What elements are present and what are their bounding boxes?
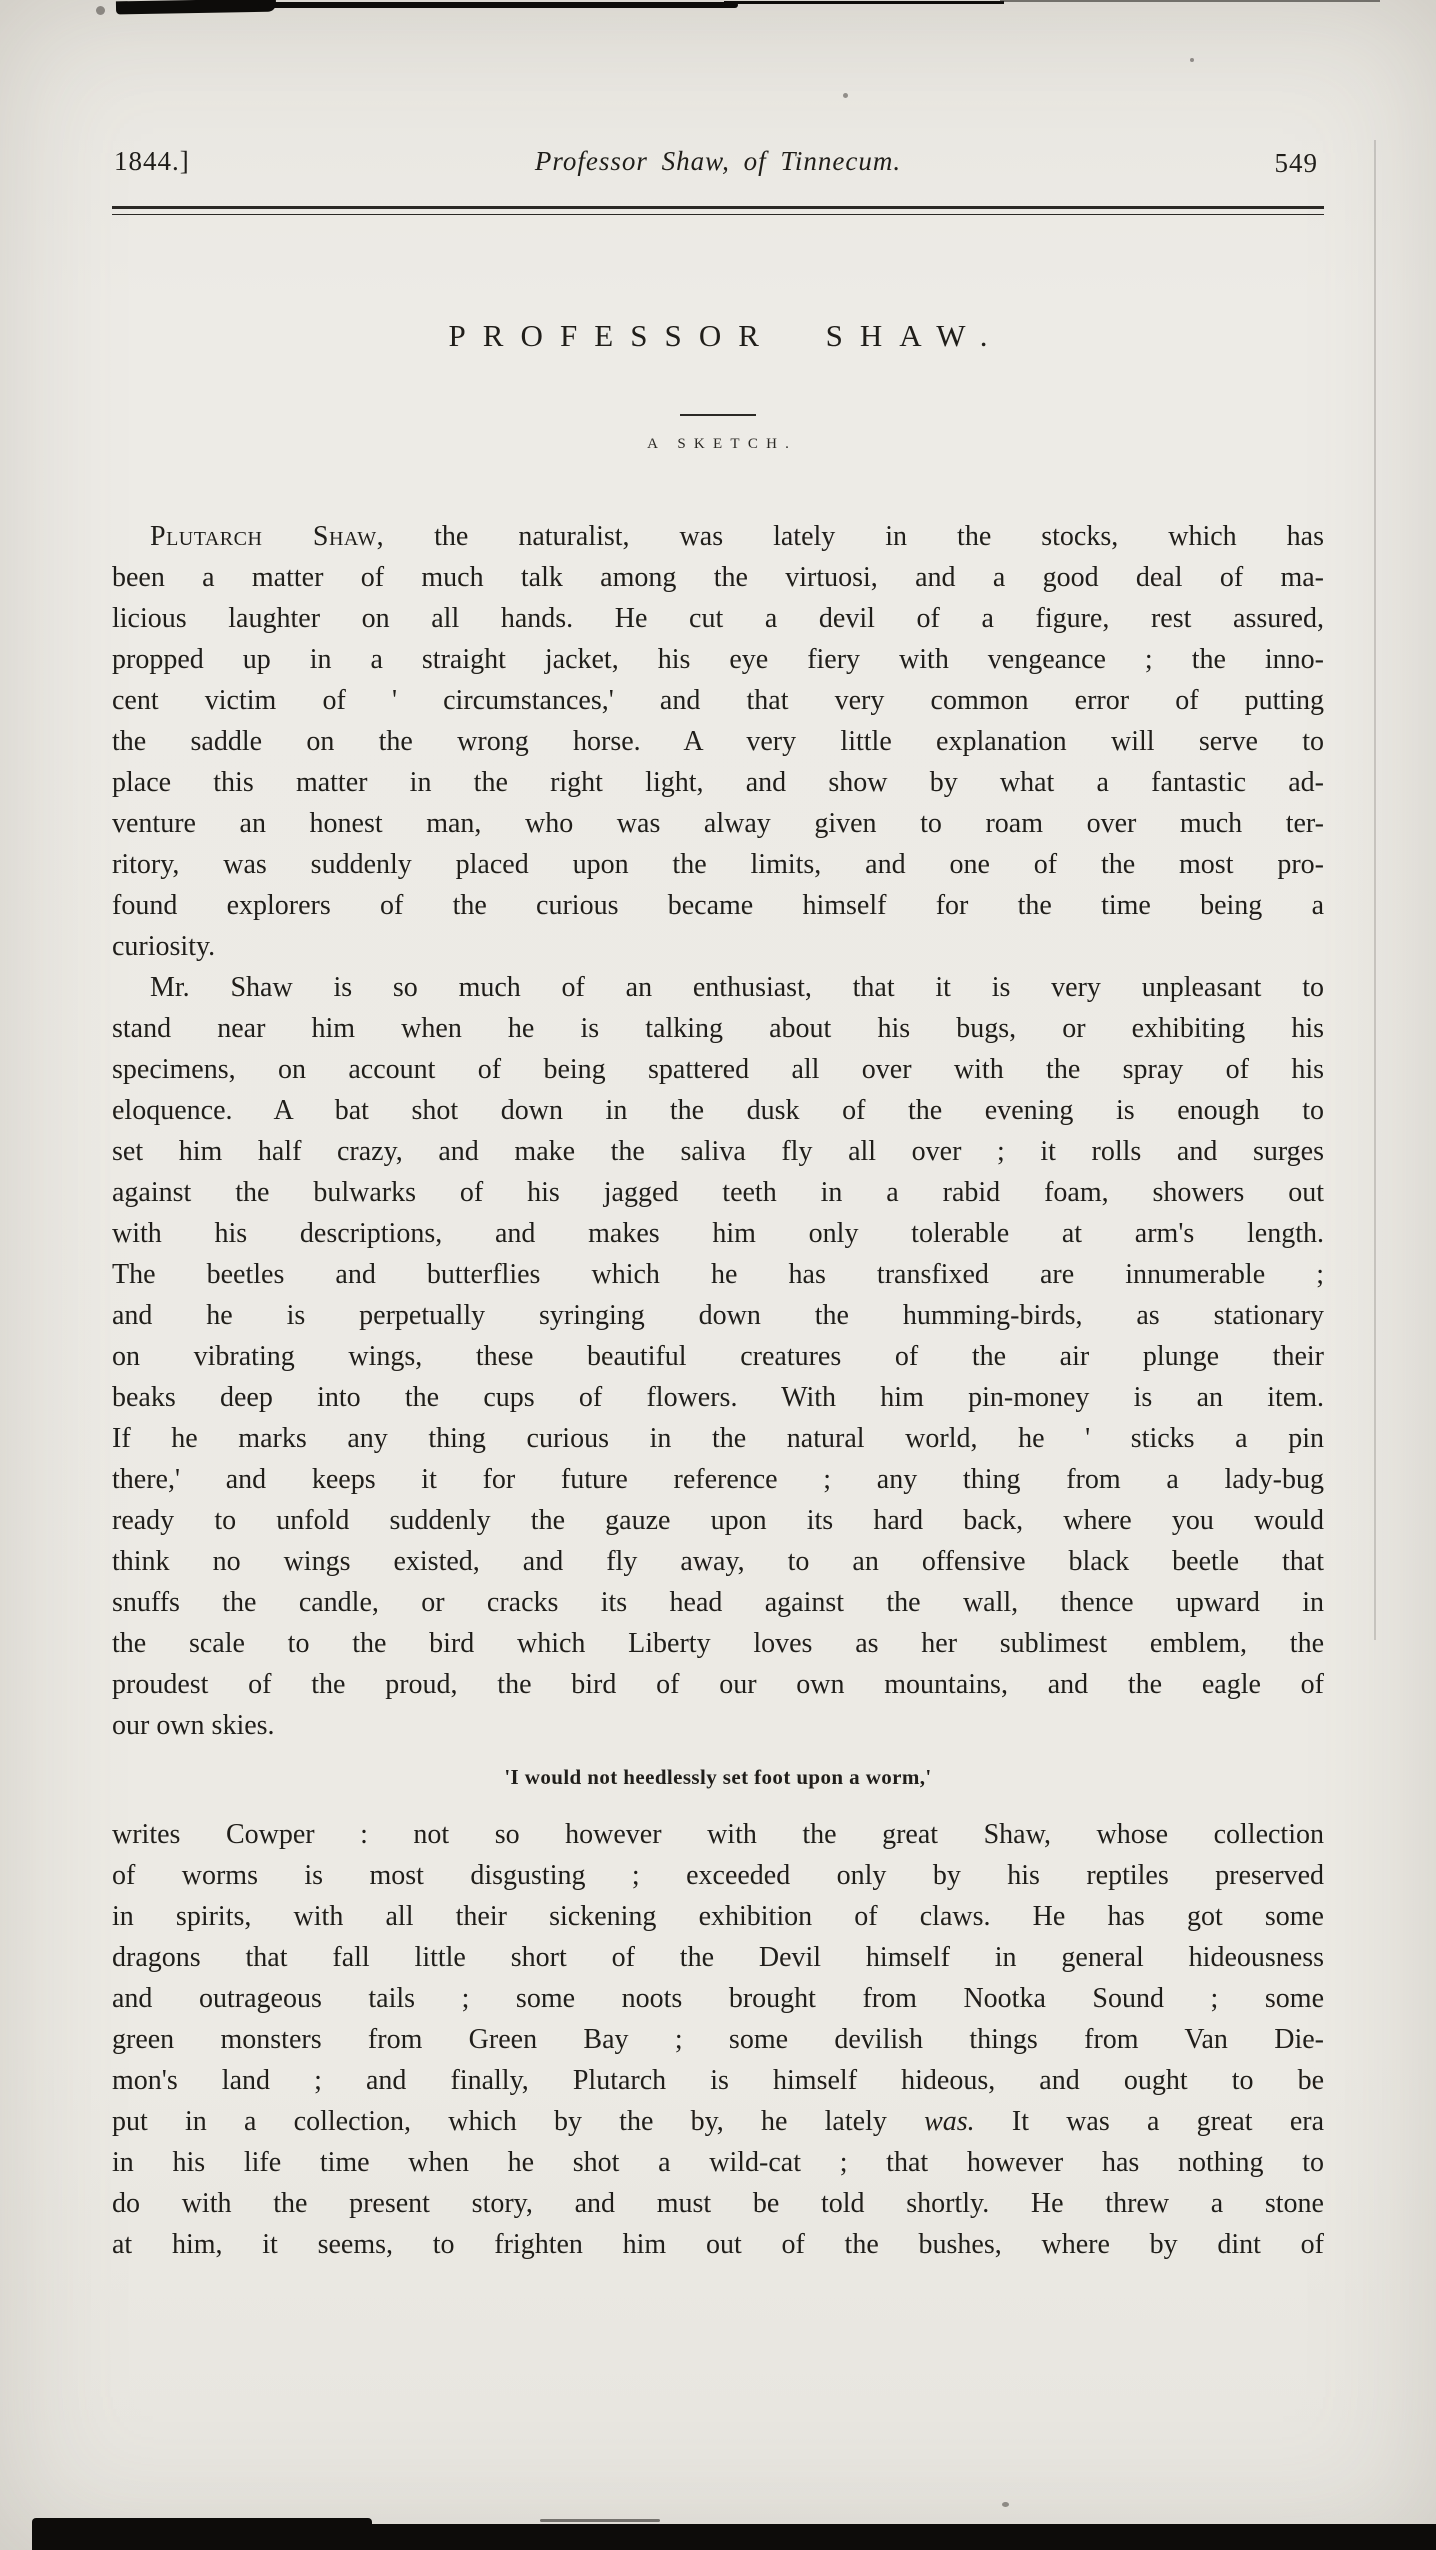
text-line: ready to unfold suddenly the gauze upon its hard back, where you would: [112, 1505, 1324, 1536]
text-line: found explorers of the curious became himself for the time being a: [112, 890, 1324, 921]
scan-artifact-bottom-band: [32, 2524, 1436, 2550]
text-line: our own skies.: [112, 1710, 275, 1741]
text-line: mon's land ; and finally, Plutarch is himself hideous, and ought to be: [112, 2065, 1324, 2096]
lead-rest: the naturalist, was lately in the stocks, which has: [384, 521, 1324, 552]
text-line: and he is perpetually syringing down the humming-birds, as stationary: [112, 1300, 1324, 1331]
scan-artifact-top-streak: [258, 2, 738, 8]
text-line: licious laughter on all hands. He cut a devil of a figure, rest assured,: [112, 603, 1324, 634]
verse-quote: 'I would not heedlessly set foot upon a worm,': [504, 1765, 932, 1789]
scan-artifact-top-faint: [1000, 0, 1380, 2]
scan-speck: [843, 93, 848, 98]
text-line: propped up in a straight jacket, his eye fiery with vengeance ; the inno-: [112, 644, 1324, 675]
article-subtitle: A SKETCH.: [647, 436, 798, 452]
text-line: Mr. Shaw is so much of an enthusiast, that it is very unpleasant to: [150, 972, 1324, 1003]
article-body: [112, 516, 1324, 2265]
paragraph-2: [112, 967, 1324, 1746]
text-line: proudest of the proud, the bird of our own mountains, and the eagle of: [112, 1669, 1324, 1700]
header-double-rule: [112, 206, 1324, 215]
text-line: think no wings existed, and fly away, to an offensive black beetle that: [112, 1546, 1324, 1577]
text-line: The beetles and butterflies which he has transfixed are innumerable ;: [112, 1259, 1324, 1290]
scan-artifact-top-blob: [116, 0, 276, 14]
text-line: writes Cowper : not so however with the great Shaw, whose collection: [112, 1819, 1324, 1850]
paragraph-3: [112, 1814, 1324, 2265]
text-line: with his descriptions, and makes him only tolerable at arm's length.: [112, 1218, 1324, 1249]
scan-speck: [1002, 2502, 1009, 2507]
text-line: of worms is most disgusting ; exceeded only by his reptiles preserved: [112, 1860, 1324, 1891]
text-line: the scale to the bird which Liberty loves as her sublimest emblem, the: [112, 1628, 1324, 1659]
text-line: do with the present story, and must be told shortly. He threw a stone: [112, 2188, 1324, 2219]
text-line: venture an honest man, who was alway given to roam over much ter-: [112, 808, 1324, 839]
text-line: If he marks any thing curious in the natural world, he ' sticks a pin: [112, 1423, 1324, 1454]
text-line: on vibrating wings, these beautiful creatures of the air plunge their: [112, 1341, 1324, 1372]
text-line: the saddle on the wrong horse. A very little explanation will serve to: [112, 726, 1324, 757]
text-line: place this matter in the right light, and show by what a fantastic ad-: [112, 767, 1324, 798]
page-header: [112, 146, 1324, 186]
text-line: there,' and keeps it for future reference ; any thing from a lady-bug: [112, 1464, 1324, 1495]
header-date: 1844.]: [114, 146, 190, 176]
text-line: specimens, on account of being spattered all over with the spray of his: [112, 1054, 1324, 1085]
line-segment: put in a collection, which by the by, he lately: [112, 2106, 925, 2137]
text-line: beaks deep into the cups of flowers. With him pin-money is an item.: [112, 1382, 1324, 1413]
text-line: eloquence. A bat shot down in the dusk of the evening is enough to: [112, 1095, 1324, 1126]
running-title: Professor Shaw, of Tinnecum.: [534, 146, 902, 176]
text-line: set him half crazy, and make the saliva fly all over ; it rolls and surges: [112, 1136, 1324, 1167]
text-line: in his life time when he shot a wild-cat ; that however has nothing to: [112, 2147, 1324, 2178]
text-line: snuffs the candle, or cracks its head against the wall, thence upward in: [112, 1587, 1324, 1618]
scan-artifact-bottom-faint: [540, 2519, 660, 2522]
page-number: 549: [1274, 148, 1318, 178]
title-divider-rule: [680, 414, 756, 416]
scan-artifact-bottom-ridge: [32, 2518, 372, 2524]
text-line: in spirits, with all their sickening exhibition of claws. He has got some: [112, 1901, 1324, 1932]
text-line: [112, 2101, 1324, 2142]
smallcaps-lead: Plutarch Shaw,: [150, 521, 385, 552]
scan-speck: [96, 6, 105, 15]
scan-speck: [1190, 58, 1194, 62]
article-title: PROFESSOR SHAW.: [448, 318, 1005, 353]
scan-page-edge-line: [1374, 140, 1376, 1640]
text-line: ritory, was suddenly placed upon the limits, and one of the most pro-: [112, 849, 1324, 880]
text-line: [112, 516, 1324, 557]
italic-word: was.: [924, 2106, 975, 2137]
text-line: and outrageous tails ; some noots brought from Nootka Sound ; some: [112, 1983, 1324, 2014]
scan-artifact-top-line: [724, 1, 1004, 4]
text-line: against the bulwarks of his jagged teeth in a rabid foam, showers out: [112, 1177, 1324, 1208]
text-line: curiosity.: [112, 931, 216, 962]
text-line: cent victim of ' circumstances,' and that very common error of putting: [112, 685, 1324, 716]
text-line: stand near him when he is talking about his bugs, or exhibiting his: [112, 1013, 1324, 1044]
text-line: been a matter of much talk among the virtuosi, and a good deal of ma-: [112, 562, 1324, 593]
paragraph-1: [112, 516, 1324, 967]
text-line: green monsters from Green Bay ; some devilish things from Van Die-: [112, 2024, 1324, 2055]
text-line: dragons that fall little short of the Devil himself in general hideousness: [112, 1942, 1324, 1973]
line-segment: It was a great era: [974, 2106, 1324, 2137]
text-line: at him, it seems, to frighten him out of the bushes, where by dint of: [112, 2229, 1324, 2260]
